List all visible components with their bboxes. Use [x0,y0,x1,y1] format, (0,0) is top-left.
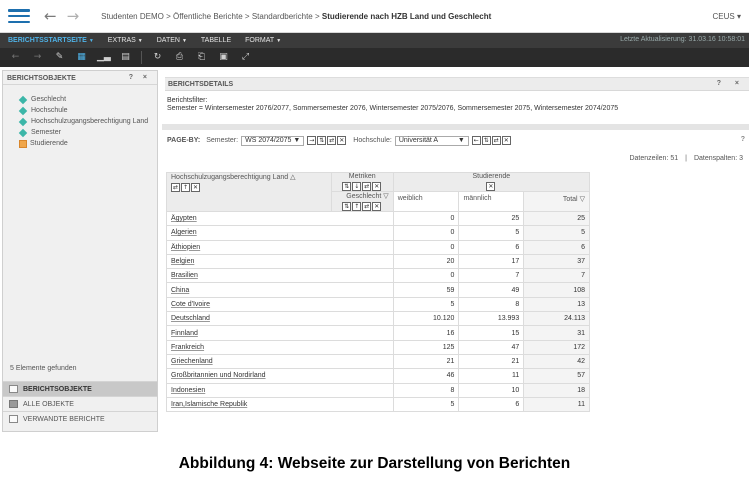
table-row [167,397,590,411]
table-row [167,383,590,397]
top-bar [0,0,749,33]
undo-icon[interactable]: ← [11,52,20,62]
maennlich-cell: 47 [459,340,524,354]
gender-header[interactable]: Geschlecht ▽ ⇅ ↑ ⇄ ✕ [331,192,393,212]
tree-item-hzb-land[interactable]: Hochschulzugangsberechtigung Land [20,116,157,127]
maennlich-cell: 6 [459,397,524,411]
attribute-icon [19,128,27,136]
remove-icon[interactable]: ✕ [374,203,380,210]
country-cell[interactable]: Iran,Islamische Republik [167,397,394,411]
remove-icon[interactable]: ✕ [192,184,199,191]
toolbar-divider [141,51,142,64]
breadcrumb-separator: > [314,11,320,21]
edit-icon[interactable]: ✎ [55,52,64,62]
total-cell: 11 [524,397,590,411]
row-count: Datenzeilen: 51 [629,155,679,162]
maennlich-cell: 5 [459,226,524,240]
pivot-col-icon[interactable]: ⇄ [493,137,499,144]
country-cell[interactable]: Belgien [167,254,394,268]
metrics-header[interactable]: Metriken ⇅ ↓ ⇄ ✕ [331,173,393,192]
grid-view-icon[interactable]: ▦ [77,52,86,62]
table-row [167,283,590,297]
table-row [167,212,590,226]
maennlich-cell: 21 [459,354,524,368]
report-title: Studierende nach HZB Land und Geschlecht [321,11,492,21]
country-cell[interactable]: Algerien [167,226,394,240]
menu-format[interactable]: FORMAT ▼ [245,37,282,44]
weiblich-cell: 10.120 [393,312,459,326]
metric-icon [19,140,27,148]
folder-icon [9,400,18,408]
accordion-verwandte-berichte[interactable]: VERWANDTE BERICHTE [3,411,157,426]
pivot-icon[interactable]: ⇄ [172,184,179,191]
weiblich-cell: 5 [393,397,459,411]
maennlich-cell: 13.993 [459,312,524,326]
maennlich-cell: 17 [459,254,524,268]
weiblich-cell: 20 [393,254,459,268]
total-cell: 18 [524,383,590,397]
total-cell: 172 [524,340,590,354]
weiblich-cell: 16 [393,326,459,340]
col-total[interactable]: Total ▽ [524,192,590,212]
total-cell: 24.113 [524,312,590,326]
weiblich-cell: 125 [393,340,459,354]
pivot-col-icon[interactable]: ⇄ [329,137,335,144]
found-count: 5 Elemente gefunden [10,365,77,372]
export-icon[interactable]: ⎗ [197,52,206,62]
tree-item-geschlecht[interactable]: Geschlecht [20,94,157,105]
remove-icon[interactable]: ✕ [374,183,380,190]
table-row [167,254,590,268]
report-details [165,77,749,119]
total-cell: 25 [524,212,590,226]
table-row [167,340,590,354]
panel-header [3,71,157,85]
list-icon [9,385,18,393]
grid-body [167,212,590,412]
weiblich-cell: 21 [393,354,459,368]
pivot-icon[interactable]: ⇅ [344,183,350,190]
details-controls[interactable]: ? × [716,80,745,87]
remove-icon[interactable]: ✕ [503,137,509,144]
maennlich-cell: 6 [459,240,524,254]
figure-caption: Abbildung 4: Webseite zur Darstellung von Berichten [178,455,571,472]
hochschule-buttons [472,136,512,145]
table-row [167,312,590,326]
toolbar [0,48,749,67]
table-row [167,269,590,283]
hamburger-menu-icon[interactable] [8,9,30,23]
weiblich-cell: 46 [393,369,459,383]
country-cell[interactable]: Finnland [167,326,394,340]
refresh-icon[interactable]: ↻ [153,52,162,62]
pivot-col-icon[interactable]: ⇄ [364,183,370,190]
table-row [167,297,590,311]
menu-extras[interactable]: EXTRAS ▼ [107,37,143,44]
country-cell[interactable]: Deutschland [167,312,394,326]
fullscreen-icon[interactable]: ⤢ [241,52,250,62]
breadcrumb-separator: > [244,11,250,21]
menu-bar [0,33,749,48]
country-cell[interactable]: Äthiopien [167,240,394,254]
country-cell[interactable]: Ägypten [167,212,394,226]
weiblich-cell: 0 [393,240,459,254]
remove-icon[interactable]: ✕ [339,137,345,144]
weiblich-cell: 0 [393,212,459,226]
menu-tabelle[interactable]: TABELLE [200,37,232,44]
pivot-icon[interactable]: ⇅ [319,137,325,144]
details-title: BERICHTSDETAILS [168,81,234,88]
menu-berichtsstartseite[interactable]: BERICHTSSTARTSEITE ▼ [8,37,94,44]
related-icon [9,415,18,423]
accordion-alle-objekte[interactable]: ALLE OBJEKTE [3,396,157,411]
table-row [167,326,590,340]
total-cell: 7 [524,269,590,283]
tree-item-semester[interactable]: Semester [20,127,157,138]
sort-descending-icon[interactable]: ▽ [579,195,585,203]
col-weiblich[interactable]: weiblich [393,192,459,212]
country-cell[interactable]: China [167,283,394,297]
move-icon[interactable]: ↑ [182,184,189,191]
semester-buttons [307,136,347,145]
maennlich-cell: 10 [459,383,524,397]
country-cell[interactable]: Indonesien [167,383,394,397]
panel-title: BERICHTSOBJEKTE [7,75,76,82]
menu-daten[interactable]: DATEN ▼ [156,37,187,44]
hochschule-label: Hochschule: [353,137,392,144]
col-maennlich[interactable]: männlich [459,192,524,212]
maennlich-cell: 7 [459,269,524,283]
total-cell: 57 [524,369,590,383]
maennlich-cell: 25 [459,212,524,226]
attribute-icon [19,117,27,125]
breadcrumb-item[interactable]: Studenten DEMO [101,11,164,21]
page-by-bar [165,133,749,148]
sort-ascending-icon[interactable]: △ [290,173,296,181]
report-objects-panel [2,70,158,432]
country-cell[interactable]: Griechenland [167,354,394,368]
data-counts [629,155,743,162]
measure-header[interactable]: Studierende ✕ [393,173,589,192]
table-row [167,369,590,383]
move-icon[interactable]: → [309,137,315,144]
remove-icon[interactable]: ✕ [488,183,494,190]
maennlich-cell: 11 [459,369,524,383]
section-divider [162,124,749,130]
details-header [165,78,749,91]
weiblich-cell: 8 [393,383,459,397]
breadcrumb-item[interactable]: Öffentliche Berichte [173,11,243,21]
total-cell: 37 [524,254,590,268]
total-cell: 6 [524,240,590,254]
weiblich-cell: 0 [393,269,459,283]
save-icon[interactable]: ▣ [219,52,228,62]
weiblich-cell: 0 [393,226,459,240]
counts-divider: | [685,155,687,162]
semester-select[interactable]: WS 2074/2075 ▼ [241,136,304,146]
tree-item-studierende[interactable]: Studierende [20,138,157,149]
maennlich-cell: 15 [459,326,524,340]
total-cell: 31 [524,326,590,340]
back-arrow-icon[interactable]: ← [44,7,57,25]
last-update-text: Letzte Aktualisierung: 31.03.16 10:58:01 [620,36,745,43]
report-grid [166,172,590,412]
breadcrumb-item[interactable]: Standardberichte [251,11,313,21]
weiblich-cell: 5 [393,297,459,311]
breadcrumb-separator: > [166,11,171,21]
tree-item-hochschule[interactable]: Hochschule [20,105,157,116]
sort-descending-icon[interactable]: ▽ [383,192,389,200]
print-icon[interactable]: ⎙ [175,52,184,62]
hochschule-select[interactable]: Universität A ▼ [395,136,469,146]
table-row [167,226,590,240]
object-tree [3,85,157,149]
grid-graph-view-icon[interactable]: ▤ [121,52,130,62]
redo-icon[interactable]: → [33,52,42,62]
country-cell[interactable]: Brasilien [167,269,394,283]
move-icon[interactable]: ← [473,137,479,144]
weiblich-cell: 59 [393,283,459,297]
move-icon[interactable]: ↑ [354,203,360,210]
pivot-icon[interactable]: ⇅ [483,137,489,144]
filter-text: Semester = Wintersemester 2076/2077, Sommersemester 2076, Wintersemester 2075/2076, Sommersemester 2075, Wintersemester 2074/2075 [167,105,619,112]
total-cell: 13 [524,297,590,311]
forward-arrow-icon[interactable]: → [66,7,80,25]
breadcrumb [101,12,491,21]
total-cell: 42 [524,354,590,368]
pivot-col-icon[interactable]: ⇄ [364,203,370,210]
country-cell[interactable]: Frankreich [167,340,394,354]
panel-controls[interactable]: ? × [128,74,151,81]
table-row [167,240,590,254]
filter-label: Berichtsfilter: [167,97,208,104]
country-cell[interactable]: Großbritannien und Nordirland [167,369,394,383]
total-cell: 5 [524,226,590,240]
attribute-icon [19,95,27,103]
total-cell: 108 [524,283,590,297]
pivot-icon[interactable]: ⇅ [344,203,350,210]
graph-view-icon[interactable]: ▁▃ [97,52,111,62]
table-row [167,354,590,368]
accordion-berichtsobjekte[interactable]: BERICHTSOBJEKTE [3,381,157,396]
user-menu[interactable]: CEUS ▾ [712,12,741,21]
semester-label: Semester: [206,137,239,144]
move-icon[interactable]: ↓ [354,183,360,190]
maennlich-cell: 8 [459,297,524,311]
country-cell[interactable]: Cote d'Ivoire [167,297,394,311]
attribute-icon [19,106,27,114]
column-count: Datenspalten: 3 [693,155,743,162]
chevron-down-icon: ▼ [457,137,465,144]
maennlich-cell: 49 [459,283,524,297]
page-by-label: PAGE-BY: [167,137,201,144]
help-icon[interactable]: ? [740,136,745,143]
row-header-hzb-land[interactable]: Hochschulzugangsberechtigung Land △ ⇄ ↑ ✕ [167,173,332,212]
